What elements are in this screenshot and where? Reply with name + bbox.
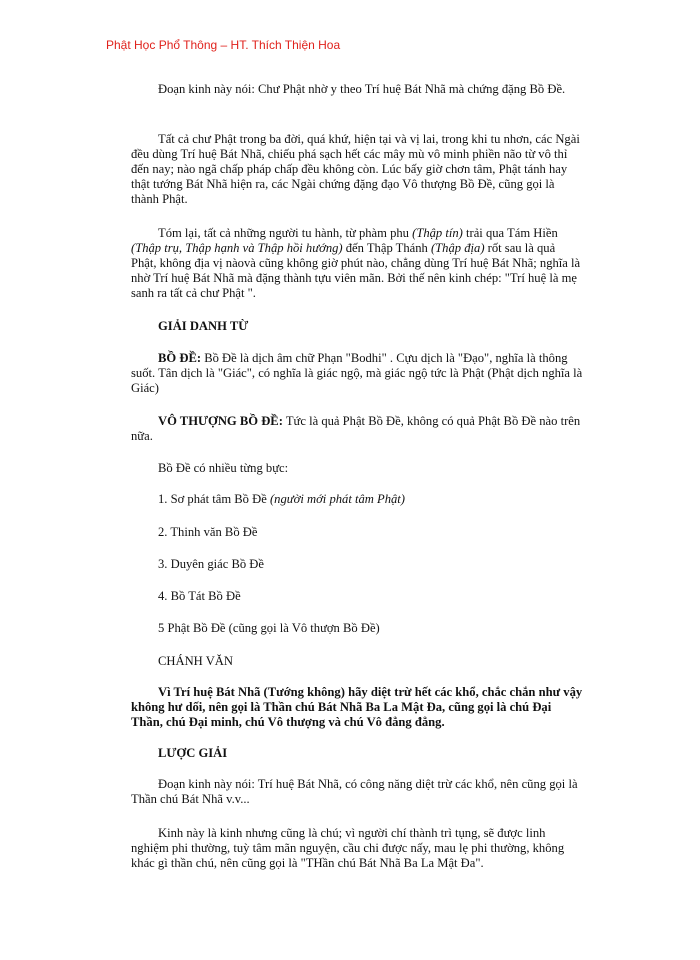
summary-italic-3: (Thập địa) <box>430 241 485 255</box>
levels-intro: Bồ Đề có nhiều từng bực: <box>158 461 289 475</box>
heading-glossary: GIẢI DANH TỪ <box>158 319 249 333</box>
running-header: Phật Học Phổ Thông – HT. Thích Thiện Hoa <box>106 38 341 52</box>
list-item: 4. Bồ Tát Bồ Đề <box>158 589 241 603</box>
paragraph-bodhi <box>131 351 583 396</box>
level-1-text: 1. Sơ phát tâm Bồ Đề <box>158 492 270 506</box>
paragraph-all-buddhas: Tất cả chư Phật trong ba đời, quá khứ, hiện tại và vị lai, trong khi tu nhơn, các Ngài đều dùng Trí huệ Bát Nhã, chiếu phá sạch hết các mây mù vô minh phiền não từ vô thỉ đến nay; nào ngã chấp pháp chấp đều không còn. Lúc bấy giờ chơn tâm, Phật tánh hay thật tướng Bát Nhã hiện ra, các Ngài chứng đặng đạo Vô thượng Bồ Đề, cũng gọi là thành Phật. <box>131 132 580 206</box>
heading-commentary: LƯỢC GIẢI <box>158 746 228 760</box>
summary-italic-2: (Thập trụ, Thập hạnh và Thập hồi hướng) <box>131 241 343 255</box>
summary-text-4: rốt sau là quả Phật, không địa vị nàovà cũng không giờ phút nào, chẳng dùng Trí huệ Bát Nhã; nghĩa là nhờ Trí huệ Bát Nhã mà đặng thành tựu viên mãn. Bởi thế nên kinh chép: "Trí huệ là mẹ sanh ra tất cả chư Phật ". <box>131 241 581 300</box>
summary-italic-1: (Thập tín) <box>412 226 463 240</box>
paragraph-commentary-1: Đoạn kinh này nói: Trí huệ Bát Nhã, có công năng diệt trừ các khổ, nên cũng gọi là Thần chú Bát Nhã v.v... <box>131 777 578 806</box>
list-item: 5 Phật Bồ Đề (cũng gọi là Vô thượn Bồ Đề) <box>158 621 380 635</box>
paragraph-supreme-bodhi <box>131 414 583 444</box>
list-item: 3. Duyên giác Bồ Đề <box>158 557 264 571</box>
paragraph-summary <box>131 226 583 301</box>
list-item <box>158 492 405 507</box>
definition-bodhi: Bồ Đề là dịch âm chữ Phạn "Bodhi" . Cựu dịch là "Đạo", nghĩa là thông suốt. Tân dịch là "Giác", có nghĩa là giác ngộ, mà giác ngộ tức là Phật (Phật dịch nghĩa là Giác) <box>131 351 583 395</box>
definition-supreme-bodhi: Tức là quả Phật Bồ Đề, không có quả Phật Bồ Đề nào trên nữa. <box>131 414 581 443</box>
paragraph-commentary-2: Kinh này là kinh nhưng cũng là chú; vì người chí thành trì tụng, sẽ được linh nghiệm phi thường, tuỳ tâm mãn nguyện, cầu chi được nấy, mau lẹ phi thường, không khác gì thần chú, nên cũng gọi là "THần chú Bát Nhã Ba La Mật Đa". <box>131 826 565 870</box>
summary-text-3: đến Thập Thánh <box>342 241 431 255</box>
summary-text-1: Tóm lại, tất cả những người tu hành, từ phàm phu <box>158 226 413 240</box>
term-supreme-bodhi: VÔ THƯỢNG BỒ ĐỀ: <box>158 414 283 428</box>
heading-main-text: CHÁNH VĂN <box>158 654 233 668</box>
level-1-note: (người mới phát tâm Phật) <box>269 492 405 506</box>
term-bodhi: BỒ ĐỀ: <box>158 351 202 365</box>
summary-text-2: trải qua Tám Hiền <box>462 226 558 240</box>
list-item: 2. Thinh văn Bồ Đề <box>158 525 258 539</box>
paragraph-main-text: Vì Trí huệ Bát Nhã (Tướng không) hãy diệt trừ hết các khổ, chắc chắn như vậy không hư dối, nên gọi là Thần chú Bát Nhã Ba La Mật Đa, cũng gọi là chú Đại Thần, chú Đại minh, chú Vô thượng và chú Vô đẳng đẳng. <box>131 685 583 729</box>
paragraph-intro: Đoạn kinh này nói: Chư Phật nhờ y theo Trí huệ Bát Nhã mà chứng đặng Bồ Đề. <box>158 82 566 96</box>
